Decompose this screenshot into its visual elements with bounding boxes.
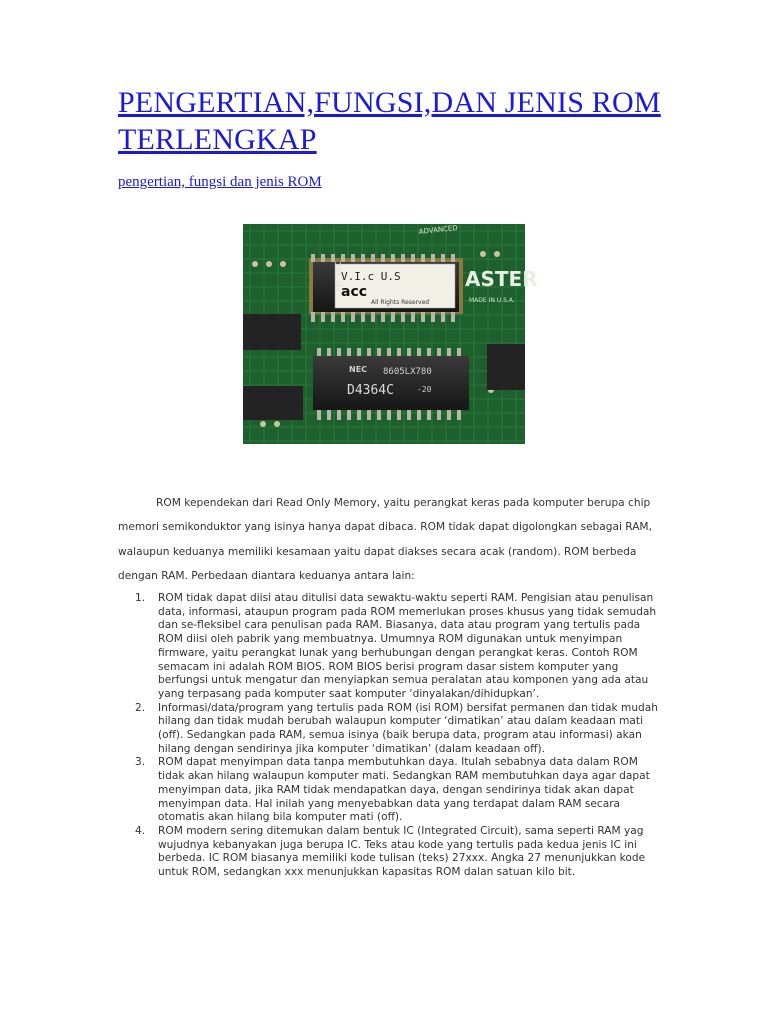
- ram-small-label: -20: [417, 385, 432, 394]
- list-item-text: ROM modern sering ditemukan dalam bentuk IC (Integrated Circuit), sama seperti RAM yag wujudnya kebanyakan juga berupa IC. Teks atau kode yang tertulis pada kedua jenis IC ini berbeda. IC ROM biasanya memiliki kode tulisan (teks) 27xxx. Angka 27 menunjukkan kode untuk ROM, sedangkan xxx menunjukkan kapasitas ROM dalan satuan kilo bit.: [158, 824, 646, 879]
- list-item: [118, 592, 666, 702]
- ram-code-label: D4364C: [347, 383, 394, 398]
- ram-brand-label: NEC: [349, 365, 368, 374]
- rom-sticker-top: V.I.c U.S: [341, 270, 401, 283]
- list-item: [118, 756, 666, 825]
- list-item: [118, 825, 666, 880]
- list-item-number: 1.: [135, 592, 146, 604]
- rom-sticker-brand: acc: [341, 284, 368, 300]
- post-subtitle-link[interactable]: pengertian, fungsi dan jenis ROM: [118, 174, 322, 190]
- board-made-in: MADE IN U.S.A.: [469, 297, 515, 304]
- list-item-text: ROM tidak dapat diisi atau ditulisi data sewaktu-waktu seperti RAM. Pengisian atau penulisan data, informasi, ataupun program pada ROM memerlukan proses khusus yang tidak semudah dan se-fleksibel cara penulisan pada RAM. Biasanya, data atau program yang tertulis pada ROM diisi oleh pabrik yang membuatnya. Umumnya ROM digunakan untuk menyimpan firmware, yaitu perangkat lunak yang berhubungan dengan perangkat keras. Contoh ROM semacam ini adalah ROM BIOS. ROM BIOS berisi program dasar sistem komputer yang berfungsi untuk mengatur dan menyiapkan semua peralatan atau komponen yang ada atau yang terpasang pada komputer saat komputer ‘dinyalakan/dihidupkan’.: [158, 592, 657, 700]
- rom-chip-photo: [243, 223, 538, 444]
- rom-sticker-sub: All Rights Reserved: [371, 299, 430, 306]
- board-silkscreen-text: ASTER: [465, 267, 538, 291]
- list-item-number: 4.: [135, 824, 146, 837]
- board-silkscreen-small: ADVANCED: [418, 223, 459, 236]
- differences-list: [118, 592, 666, 880]
- list-item: [118, 702, 666, 757]
- ram-lot-label: 8605LX780: [383, 367, 432, 377]
- list-item-text: Informasi/data/program yang tertulis pada ROM (isi ROM) bersifat permanen dan tidak mudah hilang dan tidak mudah berubah walaupun komputer ‘dimatikan’ atau dalam keadaan mati (off). Sedangkan pada RAM, semua isinya (baik berupa data, program atau informasi) akan hilang dengan sendirinya jika komputer ‘dimatikan’ (dalam keadaan off).: [158, 701, 658, 755]
- list-item-text: ROM dapat menyimpan data tanpa membutuhkan daya. Itulah sebabnya data dalam ROM tidak akan hilang walaupun komputer mati. Sedangkan RAM membutuhkan daya agar dapat menyimpan data, jika RAM tidak mendapatkan daya, dengan sendirinya tidak akan dapat menyimpan data. Hal inilah yang menyebabkan data yang terdapat dalam RAM secara otomatis akan hilang bila komputer mati (off).: [158, 756, 650, 824]
- list-item-number: 2.: [135, 701, 146, 714]
- intro-paragraph: ROM kependekan dari Read Only Memory, yaitu perangkat keras pada komputer berupa chip memori semikonduktor yang isinya hanya dapat dibaca. ROM tidak dapat digolongkan sebagai RAM, walaupun keduanya memiliki kesamaan yaitu dapat diakses secara acak (random). ROM berbeda dengan RAM. Perbedaan diantara keduanya antara lain:: [118, 497, 652, 583]
- rom-side-label: SM-10C: [334, 261, 343, 292]
- list-item-number: 3.: [135, 756, 146, 769]
- page-title[interactable]: PENGERTIAN,FUNGSI,DAN JENIS ROM TERLENGKAP: [118, 86, 661, 156]
